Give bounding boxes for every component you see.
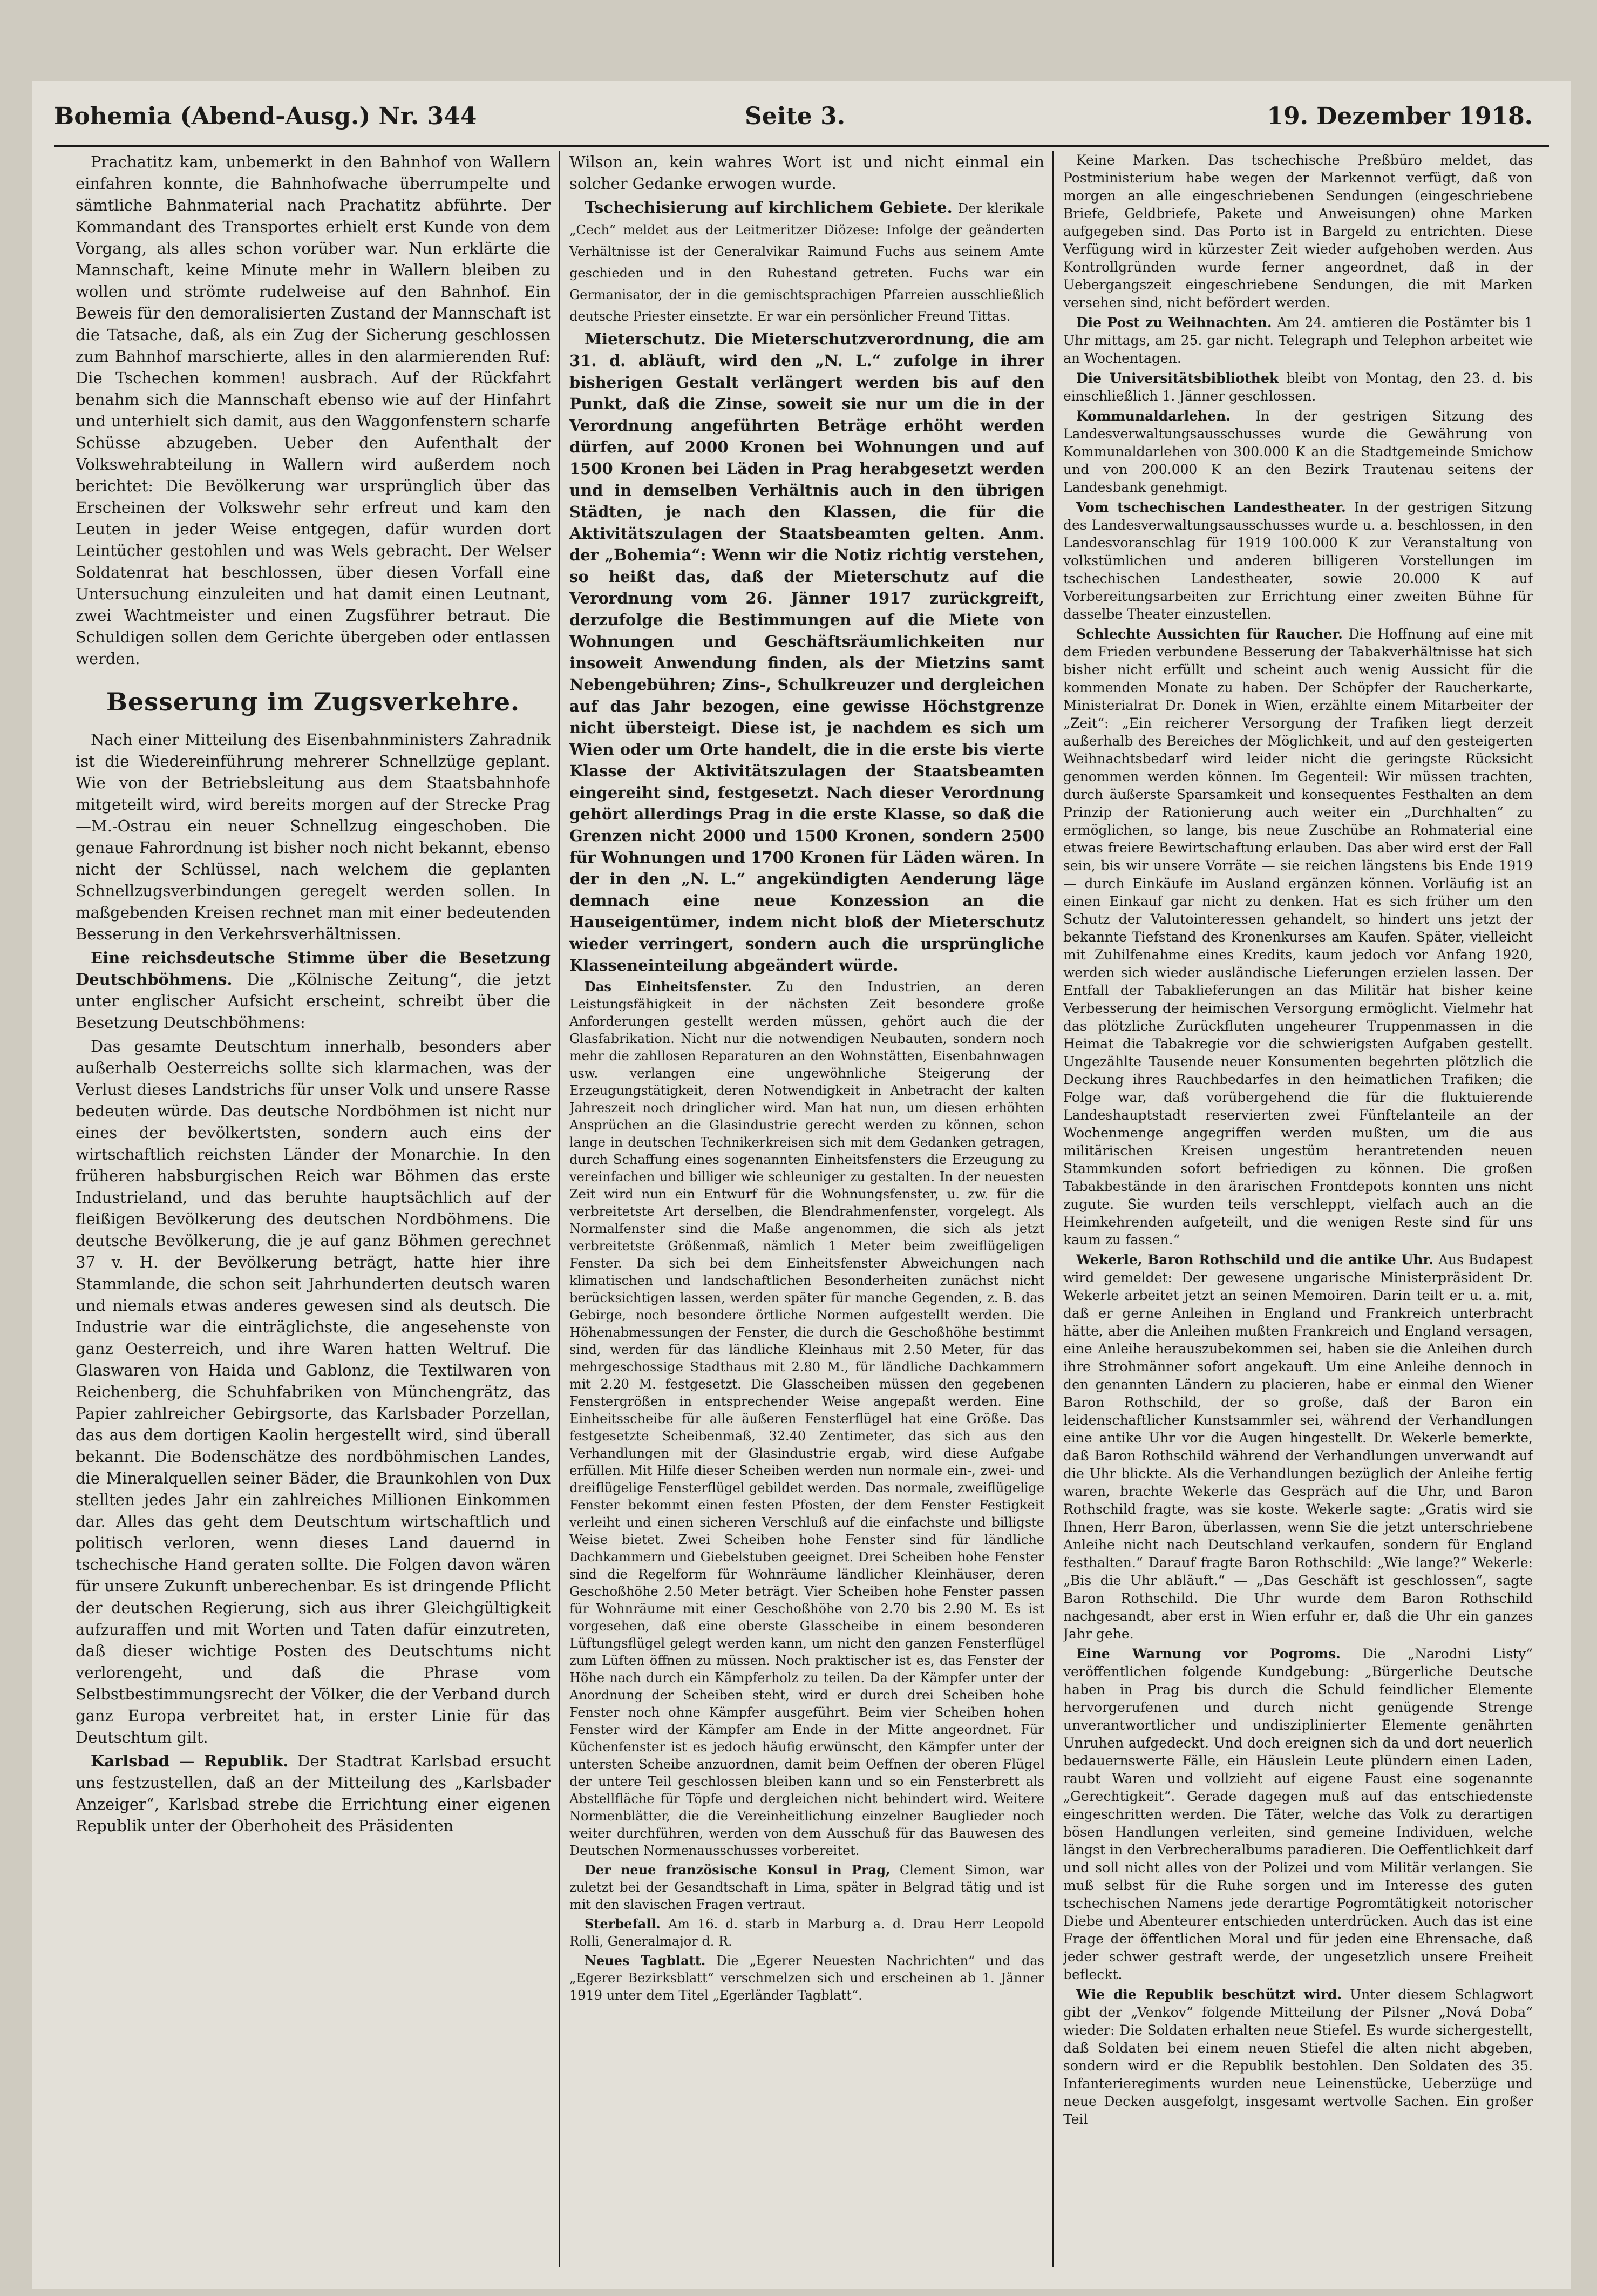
article-paragraph (569, 328, 1044, 976)
column-divider (1052, 151, 1054, 2267)
column-2 (569, 151, 1044, 2267)
article-lead: Wie die Republik beschützt wird. (1076, 1987, 1342, 2002)
article-lead: Die Universitätsbibliothek (1076, 370, 1279, 386)
column-3 (1063, 151, 1533, 2267)
article-lead: Das Einheitsfenster. (585, 979, 752, 994)
article-paragraph (1063, 1251, 1533, 1643)
article-text: Die „Kölnische Zeitung“, die jetzt unter englischer Aufsicht erscheint, schreibt über die Besetzung Deutschböhmens: (76, 970, 551, 1032)
article-lead: Tschechisierung auf kirchlichem Gebiete. (585, 198, 953, 216)
article-lead: Neues Tagblatt. (585, 1953, 706, 1968)
newspaper-page (32, 81, 1571, 2289)
article-lead: Wekerle, Baron Rothschild und die antike Uhr. (1076, 1252, 1434, 1268)
page-number: Seite 3. (745, 103, 846, 130)
article-text: Das gesamte Deutschtum innerhalb, besonders aber außerhalb Oesterreichs sollte sich klarmachen, was der Verlust dieses Landstrichs für unser Volk und unsere Rasse bedeuten würde. Das deutsche Nordböhmen ist nicht nur eines der bevölkertsten, sondern auch eins der wirtschaftlich reichsten Länder der Monarchie. In den früheren habsburgischen Reich war Böhmen das erste Industrieland, und das beruhte hauptsächlich auf der fleißigen Bevölkerung des deutschen Nordböhmens. Die deutsche Bevölkerung, die je auf ganz Böhmen gerechnet 37 v. H. der Bevölkerung beträgt, hatte hier ihre Stammlande, die schon seit Jahrhunderten deutsch waren und niemals etwas anderes gewesen sind als deutsch. Die Industrie war die einträglichste, die angesehenste von ganz Oesterreich, und ihre Waren hatten Weltruf. Die Glaswaren von Haida und Gablonz, die Textilwaren von Reichenberg, die Schuhfabriken von Münchengrätz, das Papier zahlreicher Gebirgsorte, das Karlsbader Porzellan, das aus dem dortigen Kaolin hergestellt wird, sind überall bekannt. Die Bodenschätze des nordböhmischen Landes, die Mineralquellen seiner Bäder, die Braunkohlen von Dux stellten jedes Jahr ein zahlreiches Millionen Einkommen dar. Alles das geht dem Deutschtum wirtschaftlich und politisch verloren, wenn dieses Land dauernd in tschechische Hand geraten sollte. Die Folgen davon wären für unsere Zukunft unberechenbar. Es ist dringende Pflicht der deutschen Regierung, sich aus ihrer Gleichgültigkeit aufzuraffen und mit Worten und Taten dafür einzutreten, daß dieser wichtige Posten des Deutschtums nicht verlorengeht, und daß die Phrase vom Selbstbestimmungsrecht der Völker, die der Verband durch ganz Europa verbreitet hat, in erster Linie für das Deutschtum gilt. (76, 1037, 551, 1746)
article-text: Clement Simon, war zuletzt bei der Gesandtschaft in Lima, später in Belgrad tätig und ist mit den slavischen Fragen vertraut. (569, 1862, 1044, 1912)
article-paragraph (1063, 1986, 1533, 2128)
article-text: Die „Narodni Listy“ veröffentlichen folgende Kundgebung: „Bürgerliche Deutsche haben in Prag bis durch die Schuld feindlicher Elemente hervorgerufenen und durch nicht genügende Strenge unverantwortlicher und undisziplinierter Elemente genährten Unruhen aufgedeckt. Und doch ereignen sich da und dort neuerlich bedauernswerte Fälle, ein Häuslein Leute plündern einen Laden, raubt Waren und vollzieht auf eigene Faust eine sogenannte „Gerechtigkeit“. Gerade dagegen muß auf das entschiedenste eingeschritten werden. Die Täter, welche das Volk zu derartigen bösen Handlungen verleiten, sind gemeine Individuen, welche längst in den Verbrecheralbums paradieren. Die Oeffentlichkeit darf und soll nicht alles von der Polizei und vom Militär verlangen. Sie muß selbst für die Ruhe sorgen und im Interesse des guten tschechischen Namens jede derartige Pogromtätigkeit notorischer Diebe und Abenteurer entschieden unterdrücken. Auch das ist eine Frage der öffentlichen Moral und für jeden eine Ehrensache, daß jeder schwer gestraft werde, der ungesetzlich unsere Freiheit befleckt. (1063, 1646, 1533, 1982)
article-paragraph (1063, 625, 1533, 1249)
article-text: bleibt von Montag, den 23. d. bis einschließlich 1. Jänner geschlossen. (1063, 370, 1533, 404)
article-paragraph (1063, 314, 1533, 367)
page-header (32, 97, 1571, 140)
article-paragraph (1063, 498, 1533, 623)
article-lead: Eine Warnung vor Pogroms. (1076, 1646, 1341, 1662)
article-text: Zu den Industrien, an deren Leistungsfähigkeit in der nächsten Zeit besondere große Anforderungen gestellt werden müssen, gehört auch die der Glasfabrikation. Nicht nur die notwendigen Neubauten, sondern noch mehr die zahllosen Reparaturen an den Wohnstätten, Eisenbahnwagen usw. verlangen eine ungewöhnliche Steigerung der Erzeugungstätigkeit, deren Notwendigkeit in Anbetracht der kalten Jahreszeit noch dringlicher wird. Man hat nun, um diesen erhöhten Ansprüchen an die Glasindustrie gerecht werden zu können, schon lange in deutschen Technikerkreisen sich mit dem Gedanken getragen, durch Schaffung eines sogenannten Einheitsfensters die Erzeugung zu vereinfachen und billiger wie schleuniger zu gestalten. In der neuesten Zeit wird nun ein Entwurf für die Wohnungsfenster, u. zw. für die verbreitetste Art derselben, die Blendrahmenfenster, vorgelegt. Als Normalfenster sind die Maße angenommen, die sich als jetzt verbreitetste Größenmaß, nämlich 1 Meter beim zweiflügeligen Fenster. Da sich bei dem Einheitsfenster Abweichungen nach klimatischen und landschaftlichen Besonderheiten zunächst nicht berücksichtigen lassen, werden später für manche Gegenden, z. B. das Gebirge, noch besondere örtliche Normen aufgestellt werden. Die Höhenabmessungen der Fenster, die durch die Geschoßhöhe bestimmt sind, werden für das ländliche Kleinhaus mit 2.50 Meter, für das mehrgeschossige Stadthaus mit 2.80 M., für ländliche Dachkammern mit 2.20 M. festgesetzt. Die Glasscheiben müssen den gegebenen Fenstergrößen in entsprechender Weise angepaßt werden. Eine Einheitsscheibe für alle äußeren Fensterflügel hat eine Größe. Das festgesetzte Scheibenmaß, 32.40 Zentimeter, das sich aus den Verhandlungen mit der Glasindustrie ergab, wird diese Aufgabe erfüllen. Mit Hilfe dieser Scheiben werden nun normale ein-, zwei- und dreiflügelige Fensterflügel gebildet werden. Das normale, zweiflügelige Fenster bekommt einen festen Pfosten, der dem Fenster Festigkeit verleiht und einen sicheren Verschluß auf die einfachste und billigste Weise bietet. Zwei Scheiben hohe Fenster sind für ländliche Dachkammern und Giebelstuben geeignet. Drei Scheiben hohe Fenster sind die Regelform für Wohnräume ländlicher Kleinhäuser, deren Geschoßhöhe 2.50 Meter beträgt. Vier Scheiben hohe Fenster passen für Wohnräume mit einer Geschoßhöhe von 2.70 bis 2.90 M. Es ist vorgesehen, daß eine oberste Glasscheibe in einem besonderen Lüftungsflügel gelegt werden kann, um nicht den ganzen Fensterflügel zum Lüften öffnen zu müssen. Noch praktischer ist es, das Fenster der Höhe nach durch ein Kämpferholz zu teilen. Da der Kämpfer unter der Anordnung der Scheiben steht, wird er durch drei Scheiben hohe Fenster noch ohne Kämpfer ausgeführt. Beim vier Scheiben hohen Fenster wird der Kämpfer am Ende in der Mitte angeordnet. Für Küchenfenster ist es jedoch häufig erwünscht, den Kämpfer unter der untersten Scheibe anzuordnen, damit beim Oeffnen der oberen Flügel der untere Teil geschlossen bleiben kann und so ein Fensterbrett als Abstellfläche für Töpfe und dergleichen nicht behindert wird. Weitere Normenblätter, die die Vereinheitlichung einzelner Bauglieder noch weiter durchführen, werden von dem Ausschuß für das Bauwesen des Deutschen Normenausschusses vorbereitet. (569, 979, 1044, 1858)
header-rule (54, 145, 1549, 147)
article-lead: Karlsbad — Republik. (91, 1752, 289, 1770)
article-text: Wilson an, kein wahres Wort ist und nicht einmal ein solcher Gedanke erwogen wurde. (569, 153, 1044, 193)
article-paragraph (1063, 369, 1533, 405)
article-text: Unter diesem Schlagwort gibt der „Venkov“ folgende Mitteilung der Pilsner „Nová Doba“ wieder: Die Soldaten erhalten neue Stiefel. Es wurde sichergestellt, daß Soldaten bei einem neuen Stiefel die alten nicht abgeben, sondern wird er die Republik bestohlen. Den Soldaten des 35. Infanterieregiments wurden neue Leinenstücke, Ueberzüge und neue Decken ausgefolgt, insgesamt wertvolle Sachen. Ein großer Teil (1063, 1987, 1533, 2127)
article-paragraph (569, 197, 1044, 326)
article-lead: Kommunaldarlehen. (1076, 408, 1231, 424)
article-paragraph (569, 1915, 1044, 1950)
article-lead: Die Post zu Weihnachten. (1076, 315, 1272, 330)
article-text: Keine Marken. Das tschechische Preßbüro meldet, das Postministerium habe wegen der Markennot verfügt, daß von morgen an alle eingeschriebenen Sendungen (eingeschriebene Briefe, Geldbriefe, Pakete und Anweisungen) ohne Marken aufgegeben sind. Das Porto ist in Bargeld zu entrichten. Diese Verfügung wird in kürzester Zeit wieder aufgehoben werden. Aus Kontrollgründen wurde ferner angeordnet, daß in der Uebergangszeit eingeschriebene Sendungen, die mit Marken versehen sind, nicht befördert werden. (1063, 152, 1533, 310)
article-heading: Besserung im Zugsverkehre. (106, 687, 520, 716)
article-lead: Mieterschutz. (585, 330, 706, 348)
article-text: Die Hoffnung auf eine mit dem Frieden verbundene Besserung der Tabakverhältnisse hat sich bisher nicht erfüllt und scheint auch wenig Aussicht für die kommenden Monate zu haben. Der Schöpfer der Raucherkarte, Ministerialrat Dr. Donek in Wien, erzählte einem Mitarbeiter der „Zeit“: „Ein reicherer Versorgung der Trafiken liegt derzeit außerhalb des Bereiches der Möglichkeit, und auf den gesteigerten Weihnachtsbedarf wird leider nicht die geringste Rücksicht genommen werden können. Im Gegenteil: Wir müssen trachten, durch äußerste Sparsamkeit und konsequentes Festhalten an dem Prinzip der Rationierung auch weiter ein „Durchhalten“ zu ermöglichen, so lange, bis neue Zuschübe an Rohmaterial eine etwas freiere Bewirtschaftung erlauben. Das aber wird erst der Fall sein, bis wir unsere Vorräte — sie reichen längstens bis Ende 1919 — durch Einkäufe im Ausland ergänzen können. Vorläufig ist an einen Einkauf gar nicht zu denken. Hat es sich früher um den Schutz der Valutointeressen gehandelt, so hindert uns jetzt der bekannte Tiefstand des Kronenkurses am Kaufen. Später, vielleicht mit Zuhilfenahme eines Kredits, kaum jedoch vor Anfang 1920, werden sich wieder ausländische Lieferungen erzielen lassen. Der Entfall der Tabaklieferungen an das Militär hat bisher keine Verbesserung der heimischen Versorgung ermöglicht. Vielmehr hat das plötzliche Zurückfluten ungeheurer Truppenmassen in die Heimat die Tabakregie vor die schwierigsten Aufgaben gestellt. Ungezählte Tausende neuer Konsumenten begehrten plötzlich die Deckung ihres Rauchbedarfes in den heimatlichen Trafiken; die Folge war, daß vorübergehend die für die fluktuierende Landeshauptstadt reservierten zwei Fünftelanteile an der Wochenmenge angegriffen werden mußten, um die aus militärischen Kreisen ungestüm herantretenden neuen Stammkunden sofort befriedigen zu können. Die großen Tabakbestände in den ärarischen Frontdepots konnten uns nicht zugute. Sie wurden teils verschleppt, vielfach auch an die Heimkehrenden aufgeteilt, und die wenigen Reste sind für uns kaum zu fassen.“ (1063, 626, 1533, 1248)
article-paragraph (76, 947, 551, 1033)
article-lead: Der neue französische Konsul in Prag, (585, 1862, 891, 1878)
article-text: Die Mieterschutzverordnung, die am 31. d. abläuft, wird den „N. L.“ zufolge in ihrer bisherigen Gestalt verlängert werden bis auf den Punkt, daß die Zinse, soweit sie nur um die in der Verordnung angeführten Beträge erhöht werden dürfen, auf 2000 Kronen bei Wohnungen und auf 1500 Kronen bei Läden in Prag herabgesetzt werden und in demselben Verhältnis auch in den übrigen Städten, je nach den Klassen, die für die Aktivitätszulagen der Staatsbeamten gelten. Anm. der „Bohemia“: Wenn wir die Notiz richtig verstehen, so heißt das, daß der Mieterschutz auf die Verordnung vom 26. Jänner 1917 zurückgreift, derzufolge die Bestimmungen auf die Miete von Wohnungen und Geschäftsräumlichkeiten nur insoweit Anwendung finden, als der Mietzins samt Nebengebühren; Zins-, Schulkreuzer und dergleichen auf das Jahr bezogen, eine gewisse Höchstgrenze nicht übersteigt. Diese ist, je nachdem es sich um Wien oder um Orte handelt, die in die erste bis vierte Klasse der Aktivitätszulagen der Staatsbeamten eingereiht sind, festgesetzt. Nach dieser Verordnung gehört allerdings Prag in die erste Klasse, so daß die Grenzen nicht 2000 und 1500 Kronen, sondern 2500 für Wohnungen und 1700 Kronen für Läden wären. In der in den „N. L.“ angekündigten Aenderung läge demnach eine neue Konzession an die Hauseigentümer, indem nicht bloß der Mieterschutz wieder verringert, sondern auch die ursprüngliche Klasseneinteilung abgeändert würde. (569, 330, 1044, 974)
article-text: Der Stadtrat Karlsbad ersucht uns festzustellen, daß an der Mitteilung des „Karlsbader Anzeiger“, Karlsbad strebe die Errichtung einer eigenen Republik unter der Oberhoheit des Präsidenten (76, 1752, 551, 1835)
article-paragraph (1063, 407, 1533, 496)
article-paragraph (76, 1750, 551, 1837)
column-divider (559, 151, 560, 2267)
article-text: Am 16. d. starb in Marburg a. d. Drau Herr Leopold Rolli, Generalmajor d. R. (569, 1916, 1044, 1949)
article-paragraph (569, 978, 1044, 1859)
article-text: Der klerikale „Cech“ meldet aus der Leitmeritzer Diözese: Infolge der geänderten Verhältnisse ist der Generalvikar Raimund Fuchs aus seinem Amte geschieden und in den Ruhestand getreten. Fuchs war ein Germanisator, der in die gemischtsprachigen Pfarreien ausschließlich deutsche Priester einsetzte. Er war ein persönlicher Freund Tittas. (569, 201, 1044, 324)
article-text: Aus Budapest wird gemeldet: Der gewesene ungarische Ministerpräsident Dr. Wekerle arbeitet jetzt an seinen Memoiren. Darin teilt er u. a. mit, daß er gerne Anleihen in England und Frankreich unterbracht hätte, aber die Anleihen mußten Frankreich und England versagen, eine Anleihe herauszubekommen sei, haben sie die Anleihen durch ihre Strohmänner sofort angekauft. Um eine Anleihe dennoch in den genannten Ländern zu placieren, habe er einmal den Wiener Baron Rothschild, der so große, daß der Baron ein leidenschaftlicher Kunstsammler sei, während der Verhandlungen eine antike Uhr vor die Augen hingestellt. Dr. Wekerle bemerkte, daß Baron Rothschild während der Verhandlungen unverwandt auf die Uhr blickte. Als die Verhandlungen bezüglich der Anleihe fertig waren, brachte Wekerle das Gespräch auf die Uhr, und Baron Rothschild fragte, was sie koste. Wekerle sagte: „Gratis wird sie Ihnen, Herr Baron, überlassen, wenn Sie die jetzt unterschriebene Anleihe nicht nach Deutschland verkaufen, sondern für England festhalten.“ Darauf fragte Baron Rothschild: „Wie lange?“ Wekerle: „Bis die Uhr abläuft.“ — „Das Geschäft ist geschlossen“, sagte Baron Rothschild. Die Uhr wurde dem Baron Rothschild nachgesandt, aber erst in Wien erfuhr er, daß die Uhr ein ganzes Jahr gehe. (1063, 1252, 1533, 1642)
article-text: Prachatitz kam, unbemerkt in den Bahnhof von Wallern einfahren konnte, die Bahnhofwache überrumpelte und sämtliche Bahnmaterial nach Prachatitz abführte. Der Kommandant des Transportes erhielt erst Kunde von dem Vorgang, als alles schon vorüber war. Nun erklärte die Mannschaft, keine Minute mehr in Wallern bleiben zu wollen und strömte rudelweise auf den Bahnhof. Ein Beweis für den demoralisierten Zustand der Mannschaft ist die Tatsache, daß, als ein Zug der Sicherung geschlossen zum Bahnhof marschierte, alles in den alarmierenden Ruf: Die Tschechen kommen! ausbrach. Auf der Rückfahrt benahm sich die Mannschaft ebenso wie auf der Hinfahrt und unterhielt sich damit, aus den Waggonfenstern scharfe Schüsse abzugeben. Ueber den Aufenthalt der Volkswehrabteilung in Wallern wird außerdem noch berichtet: Die Bevölkerung war ursprünglich über das Erscheinen der Volkswehr sehr erfreut und kam den Leuten in jeder Weise entgegen, dafür wurden dort Leintücher gestohlen und was Wels gebracht. Der Welser Soldatenrat hat beschlossen, über diesen Vorfall eine Untersuchung einzuleiten und hat damit einen Leutnant, zwei Wachtmeister und einen Zugsführer betraut. Die Schuldigen sollen dem Gerichte übergeben oder entlassen werden. (76, 153, 551, 668)
article-paragraph (1063, 1645, 1533, 1983)
article-paragraph (569, 1952, 1044, 2004)
article-lead: Sterbefall. (585, 1916, 661, 1932)
article-text: Nach einer Mitteilung des Eisenbahnministers Zahradnik ist die Wiedereinführung mehrerer Schnellzüge geplant. Wie von der Betriebsleitung aus dem Staatsbahnhofe mitgeteilt wird, wird bereits morgen auf der Strecke Prag—M.-Ostrau ein neuer Schnellzug eingeschoben. Die genaue Fahrordnung ist bisher noch nicht bekannt, ebenso nicht der Schlüssel, nach welchem die geplanten Schnellzugsverbindungen geregelt werden sollen. In maßgebenden Kreisen rechnet man mit einer bedeutenden Besserung in den Verkehrsverhältnissen. (76, 730, 551, 943)
article-paragraph (569, 1861, 1044, 1913)
issue-date: 19. Dezember 1918. (1267, 103, 1533, 130)
newspaper-name: Bohemia (Abend-Ausg.) Nr. 344 (54, 103, 477, 130)
column-1 (76, 151, 551, 2267)
article-text: In der gestrigen Sitzung des Landesverwaltungsausschusses wurde die Gewährung von Kommunaldarlehen von 300.000 K an die Stadtgemeinde Smichow und von 200.000 K an den Bezirk Trautenau seitens der Landesbank genehmigt. (1063, 408, 1533, 495)
article-text: Am 24. amtieren die Postämter bis 1 Uhr mittags, am 25. gar nicht. Telegraph und Telephon arbeitet wie an Wochentagen. (1063, 315, 1533, 366)
article-lead: Eine reichsdeutsche Stimme über die Besetzung Deutschböhmens. (76, 949, 551, 988)
article-text: Die „Egerer Neuesten Nachrichten“ und das „Egerer Bezirksblatt“ verschmelzen sich und erscheinen ab 1. Jänner 1919 unter dem Titel „Egerländer Tagblatt“. (569, 1953, 1044, 2003)
article-lead: Vom tschechischen Landestheater. (1076, 499, 1346, 515)
article-text: In der gestrigen Sitzung des Landesverwaltungsausschusses wurde u. a. beschlossen, in den Landesvoranschlag für 1919 100.000 K zur Veranstaltung von volkstümlichen und anderen billigeren Vorstellungen im tschechischen Landestheater, sowie 20.000 K auf Vorbereitungsarbeiten zur Errichtung einer zweiten Bühne für dasselbe Theater einzustellen. (1063, 499, 1533, 622)
article-lead: Schlechte Aussichten für Raucher. (1076, 626, 1343, 642)
